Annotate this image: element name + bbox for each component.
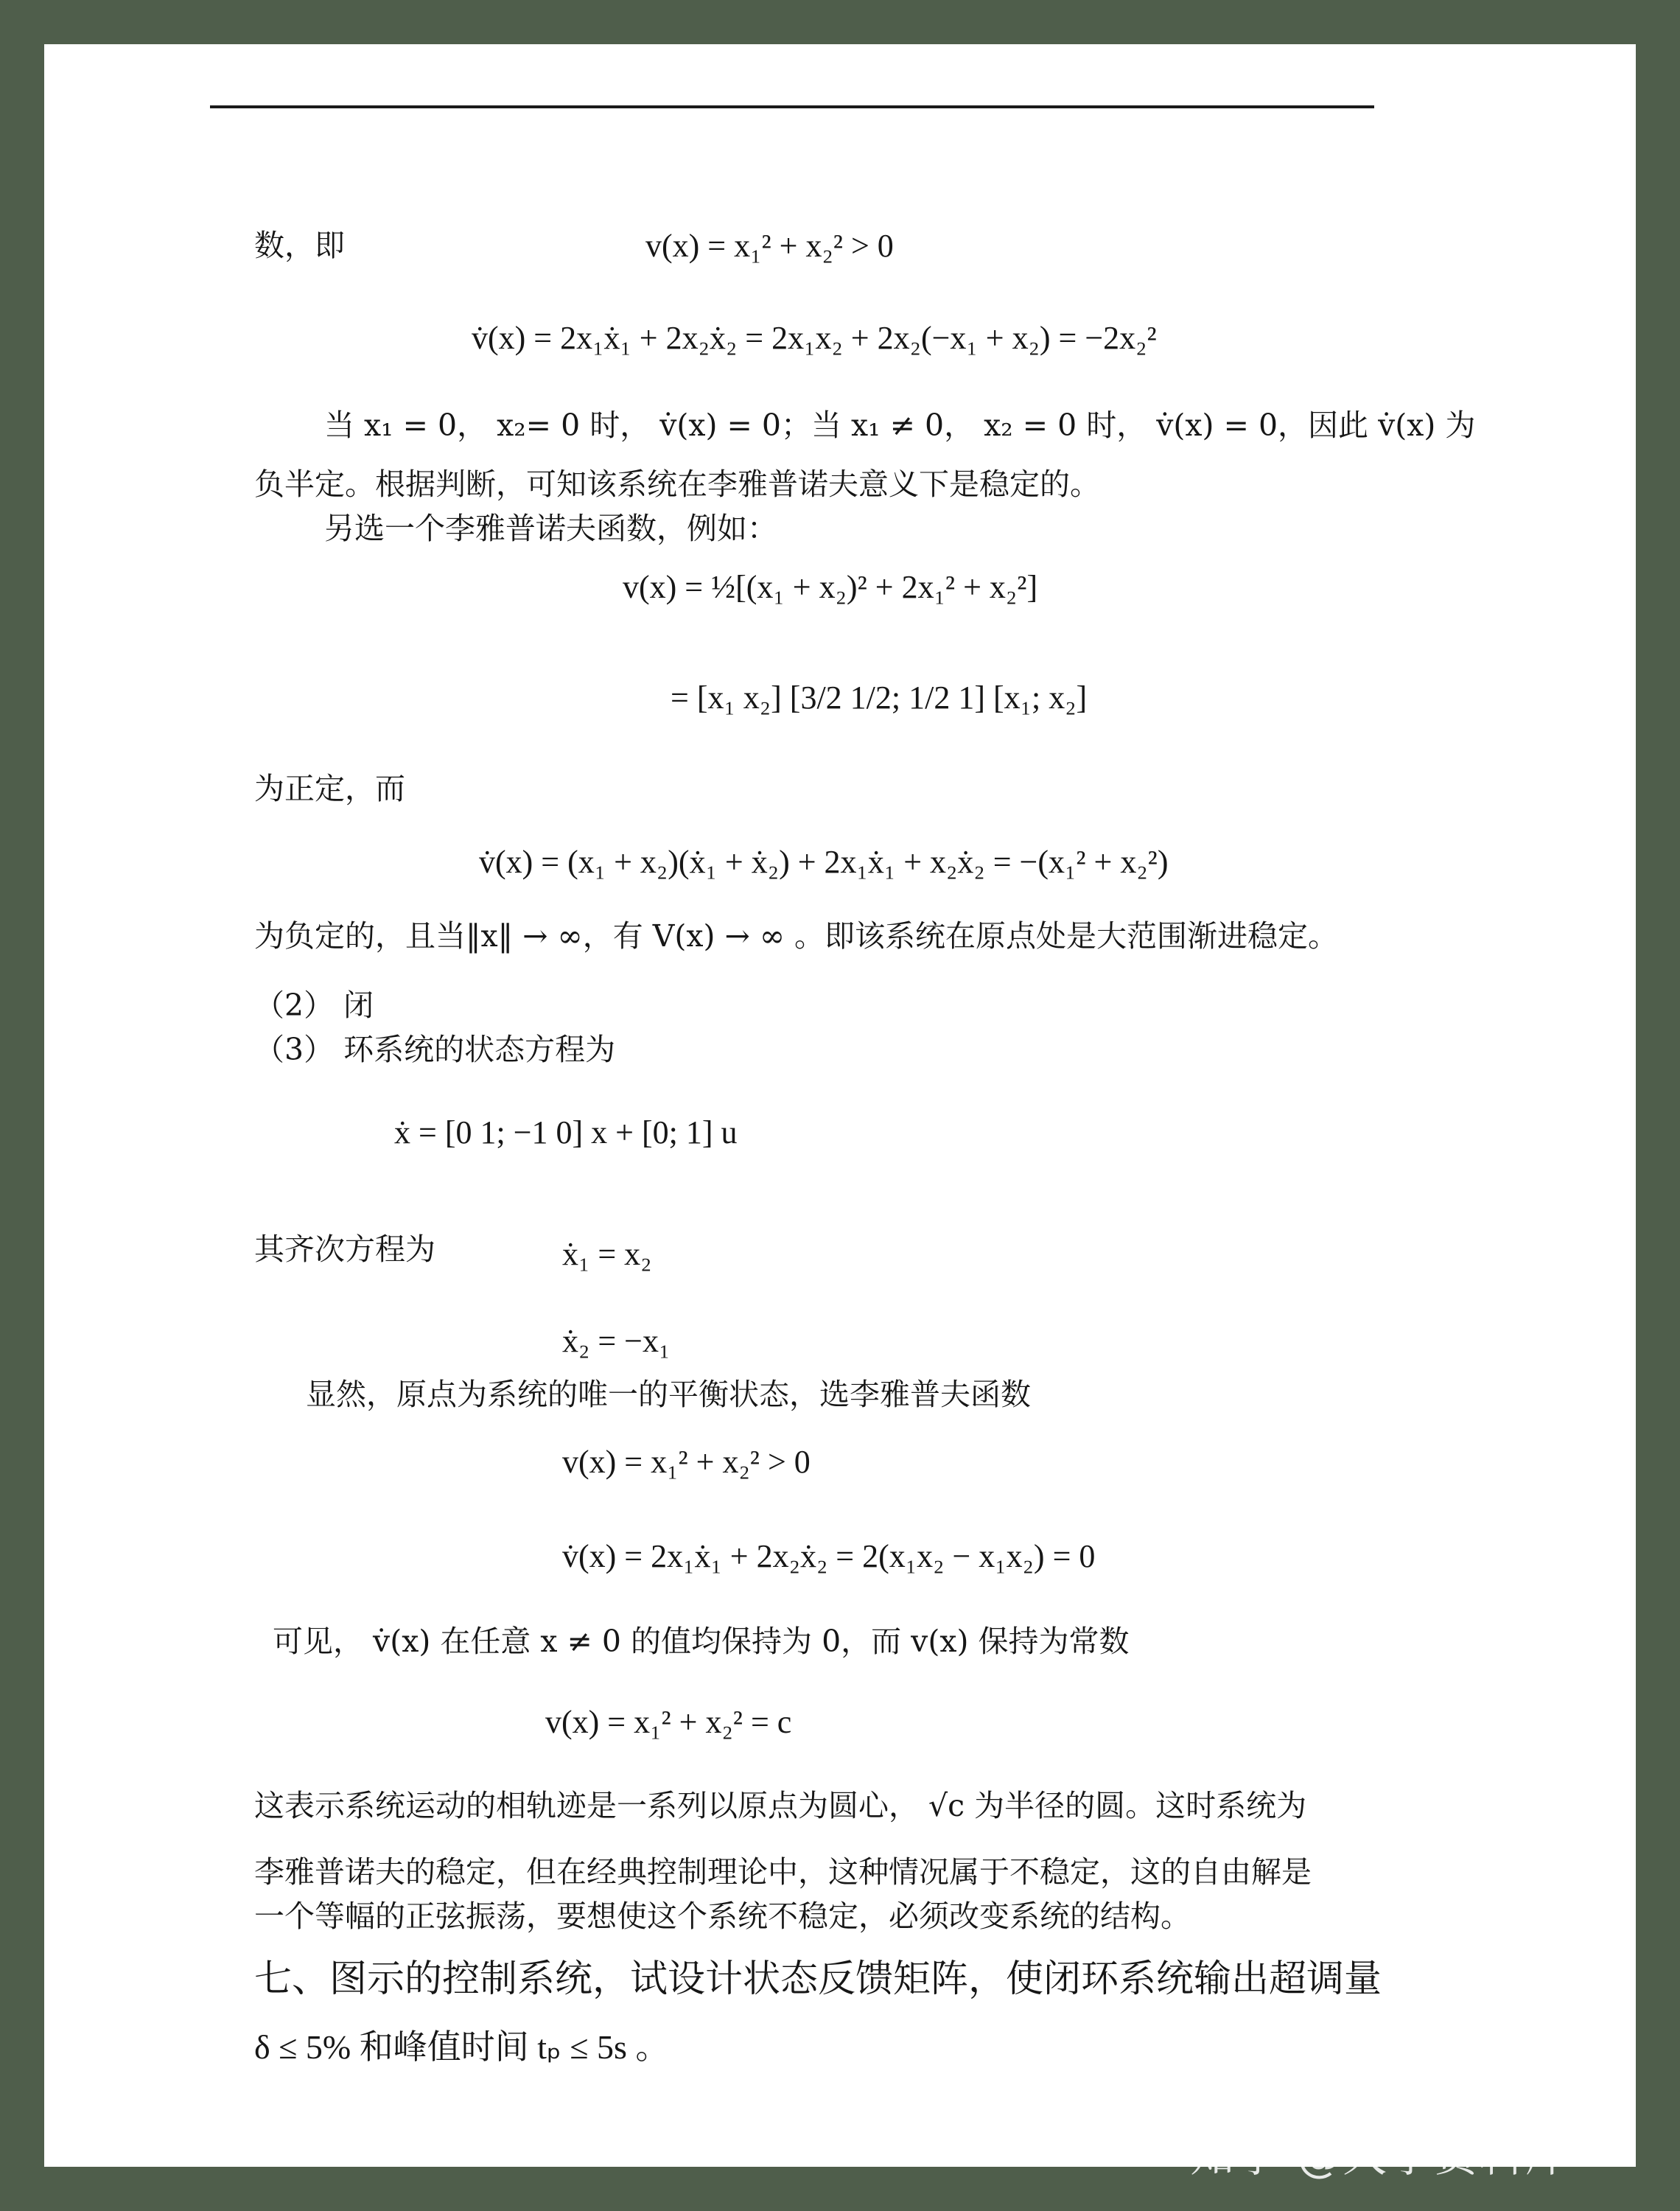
equation: ẋ₁ = x₂: [562, 1236, 652, 1272]
text-line: 负半定。根据判断，可知该系统在李雅普诺夫意义下是稳定的。: [254, 467, 1100, 502]
equation: v(x) = ½[(x₁ + x₂)² + 2x₁² + x₂²]: [623, 569, 1038, 605]
text-line: 为正定，而: [254, 771, 405, 806]
text-line: 数，即: [254, 228, 345, 263]
text-line: 当 x₁ = 0， x₂= 0 时， v̇(x) = 0；当 x₁ ≠ 0， x₂ = 0 时， v̇(x) = 0，因此 v̇(x) 为: [324, 408, 1476, 443]
text-line: （2） 闭: [254, 988, 374, 1023]
equation: δ ≤ 5% 和峰值时间 tₚ ≤ 5s 。: [254, 2028, 670, 2066]
text-line: 一个等幅的正弦振荡，要想使这个系统不稳定，必须改变系统的结构。: [254, 1899, 1191, 1934]
equation: = [x₁ x₂] [3/2 1/2; 1/2 1] [x₁; x₂]: [671, 680, 1088, 716]
header-rule: [210, 105, 1374, 108]
text-line: （3） 环系统的状态方程为: [254, 1032, 616, 1067]
equation: v̇(x) = 2x₁ẋ₁ + 2x₂ẋ₂ = 2x₁x₂ + 2x₂(−x₁ + x₂) = −2x₂²: [472, 320, 1157, 356]
text-line: 为负定的，且当‖x‖ → ∞，有 V(x) → ∞ 。即该系统在原点处是大范围渐进稳定。: [254, 918, 1339, 954]
question-heading: 七、图示的控制系统，试设计状态反馈矩阵，使闭环系统输出超调量: [254, 1957, 1382, 2001]
equation: ẋ = [0 1; −1 0] x + [0; 1] u: [394, 1114, 738, 1150]
text-line: 其齐次方程为: [254, 1232, 435, 1267]
text-line: 另选一个李雅普诺夫函数，例如：: [324, 511, 777, 546]
equation: ẋ₂ = −x₁: [562, 1323, 671, 1359]
text-line: 显然，原点为系统的唯一的平衡状态，选李雅普夫函数: [306, 1377, 1031, 1412]
equation: v̇(x) = (x₁ + x₂)(ẋ₁ + ẋ₂) + 2x₁ẋ₁ + x₂ẋ₂ = −(x₁² + x₂²): [479, 844, 1169, 880]
equation: v(x) = x₁² + x₂² > 0: [645, 228, 894, 264]
equation: v̇(x) = 2x₁ẋ₁ + 2x₂ẋ₂ = 2(x₁x₂ − x₁x₂) = 0: [562, 1538, 1096, 1574]
text-line: 这表示系统运动的相轨迹是一系列以原点为圆心， √c 为半径的圆。这时系统为: [254, 1788, 1307, 1823]
equation: v(x) = x₁² + x₂² > 0: [562, 1444, 811, 1480]
watermark: 知乎 @大学资料库: [1190, 2131, 1572, 2182]
equation: v(x) = x₁² + x₂² = c: [545, 1704, 792, 1740]
text-line: 可见， v̇(x) 在任意 x ≠ 0 的值均保持为 0，而 v(x) 保持为常数: [273, 1624, 1130, 1659]
document-page: [44, 44, 1636, 2167]
text-line: 李雅普诺夫的稳定，但在经典控制理论中，这种情况属于不稳定，这的自由解是: [254, 1854, 1312, 1890]
